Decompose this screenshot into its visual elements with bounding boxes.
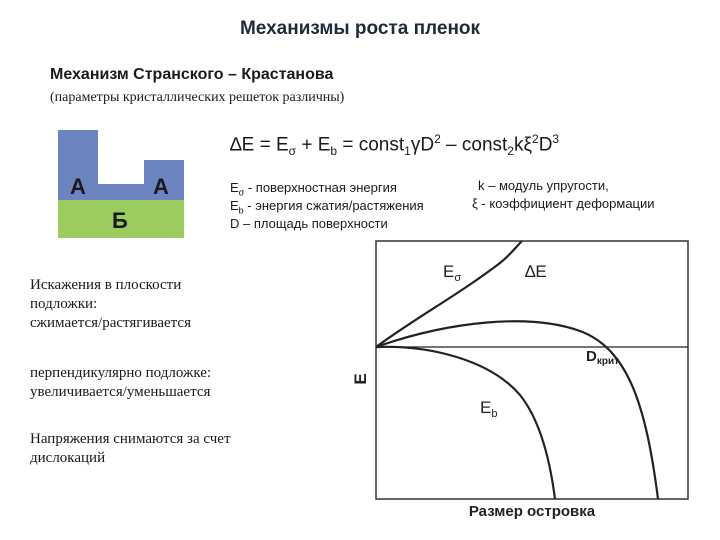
- note-perpendicular: [30, 364, 211, 402]
- strain-energy-curve: [376, 347, 555, 499]
- definition-deformation: ξ - коэффициент деформации: [472, 196, 655, 211]
- definition-modulus: k – модуль упругости,: [478, 178, 609, 193]
- label-symbol: E: [443, 262, 455, 281]
- definition-surface-energy: [230, 180, 397, 198]
- note-line: Искажения в плоскости: [30, 277, 182, 293]
- formula-sup: 2: [532, 132, 539, 146]
- formula-e: E: [241, 134, 255, 156]
- note-dislocations: [30, 430, 231, 468]
- def-text: - поверхностная энергия: [244, 180, 397, 195]
- formula-sup: 2: [434, 132, 441, 146]
- page-title: Механизмы роста пленок: [239, 18, 481, 39]
- formula-part: kξ: [513, 134, 532, 156]
- island-label-left: А: [70, 174, 86, 199]
- label-symbol: E: [480, 398, 492, 417]
- substrate-label: Б: [112, 208, 128, 233]
- island-label-right: А: [153, 174, 169, 199]
- def-subscript: b: [238, 205, 244, 216]
- definition-strain-energy: [230, 198, 424, 216]
- growth-illustration: [58, 130, 184, 238]
- label-subscript: b: [491, 408, 498, 420]
- formula-sub: b: [330, 144, 338, 159]
- graph-label-dcrit: [586, 348, 619, 367]
- formula-part: D: [538, 134, 553, 156]
- label-subscript: крит: [596, 356, 620, 367]
- formula-delta: ∆: [230, 134, 242, 156]
- label-subscript: σ: [454, 272, 462, 284]
- note-in-plane: [30, 276, 191, 333]
- def-subscript: σ: [238, 187, 245, 198]
- note-line: сжимается/растягивается: [30, 315, 191, 331]
- formula-part: γD: [410, 134, 435, 156]
- note-line: увеличивается/уменьшается: [30, 384, 211, 400]
- formula-part: = E: [254, 134, 289, 156]
- graph-label-delta-e: ∆E: [525, 262, 547, 281]
- label-symbol: D: [586, 348, 597, 365]
- def-symbol: E: [230, 180, 239, 195]
- def-symbol: E: [230, 198, 239, 213]
- formula-sub: σ: [288, 144, 297, 159]
- formula-part: = const: [337, 134, 405, 156]
- surface-energy-curve: [376, 241, 522, 347]
- energy-graph: [340, 235, 710, 535]
- formula-sub: 1: [404, 144, 411, 159]
- formula-part: – const: [440, 134, 508, 156]
- def-text: - энергия сжатия/растяжения: [243, 198, 424, 213]
- graph-y-axis-label: E: [351, 373, 370, 385]
- graph-x-axis-label: Размер островка: [468, 503, 596, 520]
- graph-label-es: [443, 262, 461, 284]
- formula-sub: 2: [507, 144, 514, 159]
- note-line: Напряжения снимаются за счет: [30, 431, 231, 447]
- note-line: перпендикулярно подложке:: [30, 365, 212, 381]
- mechanism-note: (параметры кристаллических решеток различны): [50, 90, 345, 105]
- definition-area: D – площадь поверхности: [230, 216, 388, 231]
- energy-formula: [230, 132, 559, 158]
- formula-part: + E: [296, 134, 331, 156]
- formula-sup: 3: [552, 132, 560, 146]
- graph-label-eb: [480, 398, 497, 420]
- note-line: подложки:: [30, 296, 98, 312]
- mechanism-heading: Механизм Странского – Крастанова: [50, 66, 334, 83]
- note-line: дислокаций: [30, 450, 106, 466]
